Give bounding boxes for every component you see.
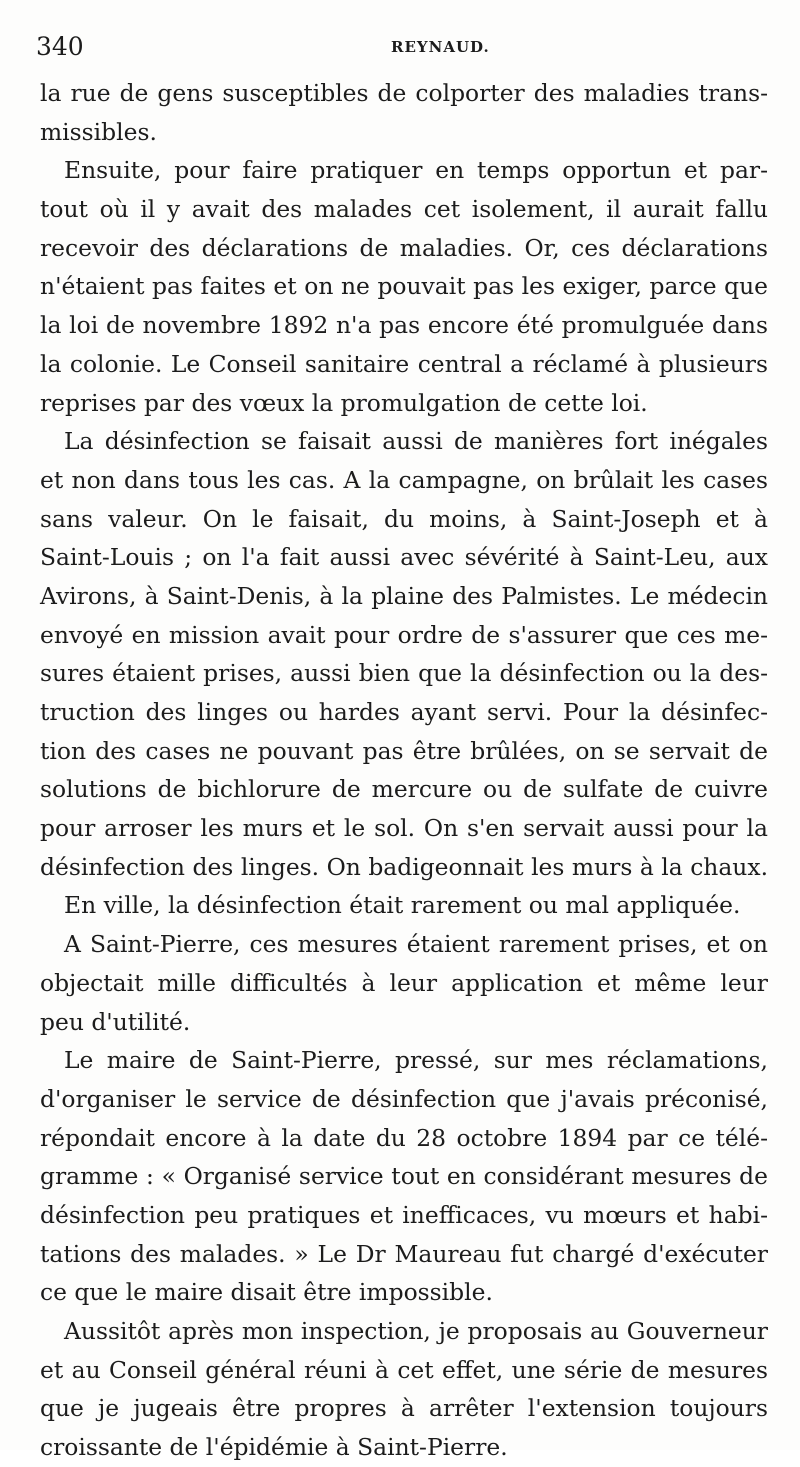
text-line: tations des malades. » Le Dr Maureau fut chargé d'exécuter (40, 1239, 768, 1268)
text-line: recevoir des déclarations de maladies. Or, ces déclarations (40, 233, 768, 262)
text-line: la loi de novembre 1892 n'a pas encore été promulguée dans (40, 311, 768, 340)
body-text (40, 74, 768, 1467)
page-header (36, 32, 776, 72)
text-line: sans valeur. On le faisait, du moins, à Saint-Joseph et à (40, 504, 768, 533)
text-line: ce que le maire disait être impossible. (40, 1278, 493, 1307)
text-line: croissante de l'épidémie à Saint-Pierre. (40, 1433, 508, 1462)
text-line: truction des linges ou hardes ayant servi. Pour la désinfec- (40, 698, 768, 726)
text-line: tout où il y avait des malades cet isolement, il aurait fallu (40, 195, 768, 224)
text-line: tion des cases ne pouvant pas être brûlées, on se servait de (40, 736, 768, 765)
text-line: pour arroser les murs et le sol. On s'en servait aussi pour la (40, 814, 768, 843)
text-line: Aussitôt après mon inspection, je proposais au Gouverneur (64, 1317, 768, 1345)
text-line: A Saint-Pierre, ces mesures étaient rarement prises, et on (64, 930, 768, 959)
text-line: Le maire de Saint-Pierre, pressé, sur mes réclamations, (64, 1046, 768, 1075)
text-line: que je jugeais être propres à arrêter l'extension toujours (40, 1394, 768, 1423)
text-line: solutions de bichlorure de mercure ou de sulfate de cuivre (40, 775, 768, 804)
text-line: missibles. (40, 117, 157, 146)
text-line: En ville, la désinfection était rarement ou mal appliquée. (64, 891, 741, 920)
text-line: peu d'utilité. (40, 1007, 191, 1036)
running-head: REYNAUD. (391, 38, 490, 56)
text-line: n'étaient pas faites et on ne pouvait pas les exiger, parce que (40, 272, 768, 301)
text-line: reprises par des vœux la promulgation de cette loi. (40, 388, 648, 417)
text-line: envoyé en mission avait pour ordre de s'assurer que ces me- (40, 620, 768, 649)
text-line: Avirons, à Saint-Denis, à la plaine des Palmistes. Le médecin (40, 581, 768, 610)
text-line: la colonie. Le Conseil sanitaire central a réclamé à plusieurs (40, 349, 768, 378)
text-line: Ensuite, pour faire pratiquer en temps opportun et par- (64, 156, 768, 185)
text-line: objectait mille difficultés à leur application et même leur (40, 968, 768, 997)
text-line: et non dans tous les cas. A la campagne, on brûlait les cases (40, 465, 768, 494)
text-line: et au Conseil général réuni à cet effet, une série de mesures (40, 1355, 768, 1384)
page-number: 340 (36, 32, 84, 61)
text-line: La désinfection se faisait aussi de manières fort inégales (64, 427, 768, 456)
text-line: sures étaient prises, aussi bien que la désinfection ou la des- (40, 659, 768, 688)
text-line: d'organiser le service de désinfection que j'avais préconisé, (40, 1084, 768, 1113)
text-line: la rue de gens susceptibles de colporter des maladies trans- (40, 79, 768, 107)
text-line: désinfection des linges. On badigeonnait les murs à la chaux. (40, 852, 768, 881)
text-line: gramme : « Organisé service tout en considérant mesures de (40, 1162, 768, 1191)
text-line: Saint-Louis ; on l'a fait aussi avec sévérité à Saint-Leu, aux (40, 543, 768, 572)
text-line: répondait encore à la date du 28 octobre 1894 par ce télé- (40, 1123, 768, 1152)
text-line: désinfection peu pratiques et inefficaces, vu mœurs et habi- (40, 1200, 768, 1229)
